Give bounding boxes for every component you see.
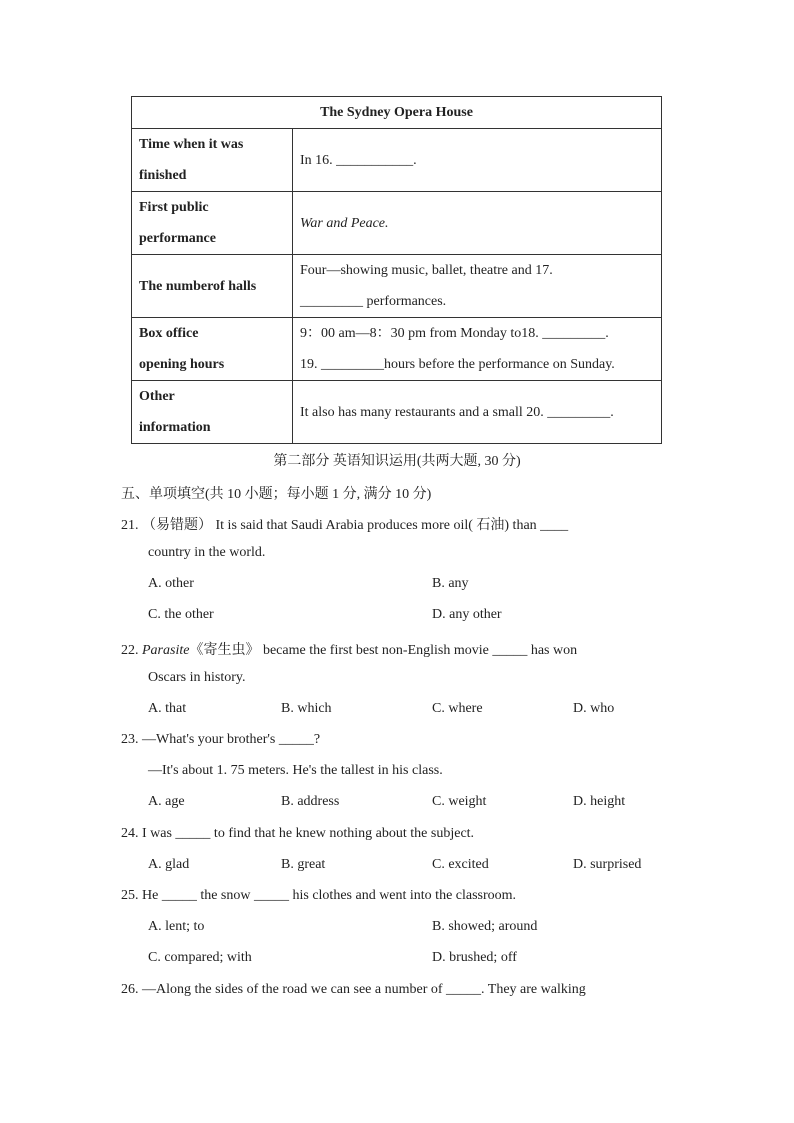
- q23-option-c: C. weight: [432, 794, 487, 809]
- q24-option-d: D. surprised: [573, 857, 642, 872]
- info-table: [131, 96, 662, 444]
- section5-title: 五、单项填空(共 10 小题；每小题 1 分, 满分 10 分): [121, 487, 432, 502]
- q22-movie-title: Parasite: [142, 643, 190, 658]
- table-row: [132, 129, 662, 192]
- row-label-line: finished: [139, 168, 187, 183]
- q25-option-a: A. lent; to: [148, 919, 205, 934]
- row-label-line: Box office: [139, 326, 199, 341]
- q23-option-a: A. age: [148, 794, 185, 809]
- row-label: [132, 318, 293, 381]
- row-label: [132, 192, 293, 255]
- q21-option-a: A. other: [148, 576, 194, 591]
- table-row: [132, 381, 662, 444]
- q21-option-c: C. the other: [148, 607, 214, 622]
- q22-option-b: B. which: [281, 701, 332, 716]
- q22-stem-rest: 《寄生虫》 became the first best non-English movie _____ has won: [189, 643, 578, 658]
- q23-stem: 23. —What's your brother's _____?: [121, 732, 321, 747]
- row-value: [293, 255, 662, 318]
- q22-option-d: D. who: [573, 701, 615, 716]
- q24-stem: 24. I was _____ to find that he knew nothing about the subject.: [121, 826, 475, 841]
- table-row: [132, 318, 662, 381]
- row-value: [293, 192, 662, 255]
- row-label-line: First public: [139, 200, 209, 215]
- q24-option-b: B. great: [281, 857, 326, 872]
- q24-option-c: C. excited: [432, 857, 489, 872]
- table-row: [132, 255, 662, 318]
- q22-option-c: C. where: [432, 701, 483, 716]
- q22-stem: 22. Parasite《寄生虫》 became the first best non-English movie _____ has won: [121, 643, 578, 658]
- q21-stem: 21. （易错题） It is said that Saudi Arabia produces more oil( 石油) than ____: [121, 518, 569, 533]
- q24-option-a: A. glad: [148, 857, 190, 872]
- row-label-line: Time when it was: [139, 137, 244, 152]
- row-value-line: In 16. ___________.: [300, 152, 417, 168]
- q22-option-a: A. that: [148, 701, 187, 716]
- row-value-line: Four—showing music, ballet, theatre and 17.: [300, 263, 553, 278]
- q25-stem: 25. He _____ the snow _____ his clothes and went into the classroom.: [121, 888, 517, 903]
- q21-option-d: D. any other: [432, 607, 502, 622]
- q23-stem-cont: —It's about 1. 75 meters. He's the tallest in his class.: [148, 763, 443, 778]
- row-label: [132, 255, 293, 318]
- q23-option-b: B. address: [281, 794, 340, 809]
- row-label: [132, 129, 293, 192]
- part2-title: 第二部分 英语知识运用(共两大题, 30 分): [273, 454, 521, 469]
- row-label-line: information: [139, 420, 211, 435]
- q25-option-d: D. brushed; off: [432, 950, 517, 965]
- row-value-line: _________ performances.: [300, 294, 447, 309]
- row-value-line: 9：00 am—8：30 pm from Monday to18. _________.: [300, 326, 609, 341]
- table-row: [132, 192, 662, 255]
- q26-stem: 26. —Along the sides of the road we can see a number of _____. They are walking: [121, 982, 586, 997]
- table-header-row: [132, 97, 662, 129]
- q22-stem-cont: Oscars in history.: [148, 670, 246, 685]
- row-value-line: It also has many restaurants and a small 20. _________.: [300, 404, 614, 420]
- table-title: The Sydney Opera House: [132, 97, 662, 129]
- row-label-line: The numberof halls: [139, 278, 257, 294]
- row-value: [293, 318, 662, 381]
- q25-option-c: C. compared; with: [148, 950, 252, 965]
- row-label-line: performance: [139, 231, 216, 246]
- row-value-line: 19. _________hours before the performance on Sunday.: [300, 357, 615, 372]
- row-value: [293, 381, 662, 444]
- row-label-line: Other: [139, 389, 175, 404]
- row-label-line: opening hours: [139, 357, 225, 372]
- q25-option-b: B. showed; around: [432, 919, 538, 934]
- q23-option-d: D. height: [573, 794, 626, 809]
- q21-option-b: B. any: [432, 576, 469, 591]
- row-label: [132, 381, 293, 444]
- row-value-line: War and Peace.: [300, 215, 389, 231]
- q21-stem-cont: country in the world.: [148, 545, 266, 560]
- row-value: [293, 129, 662, 192]
